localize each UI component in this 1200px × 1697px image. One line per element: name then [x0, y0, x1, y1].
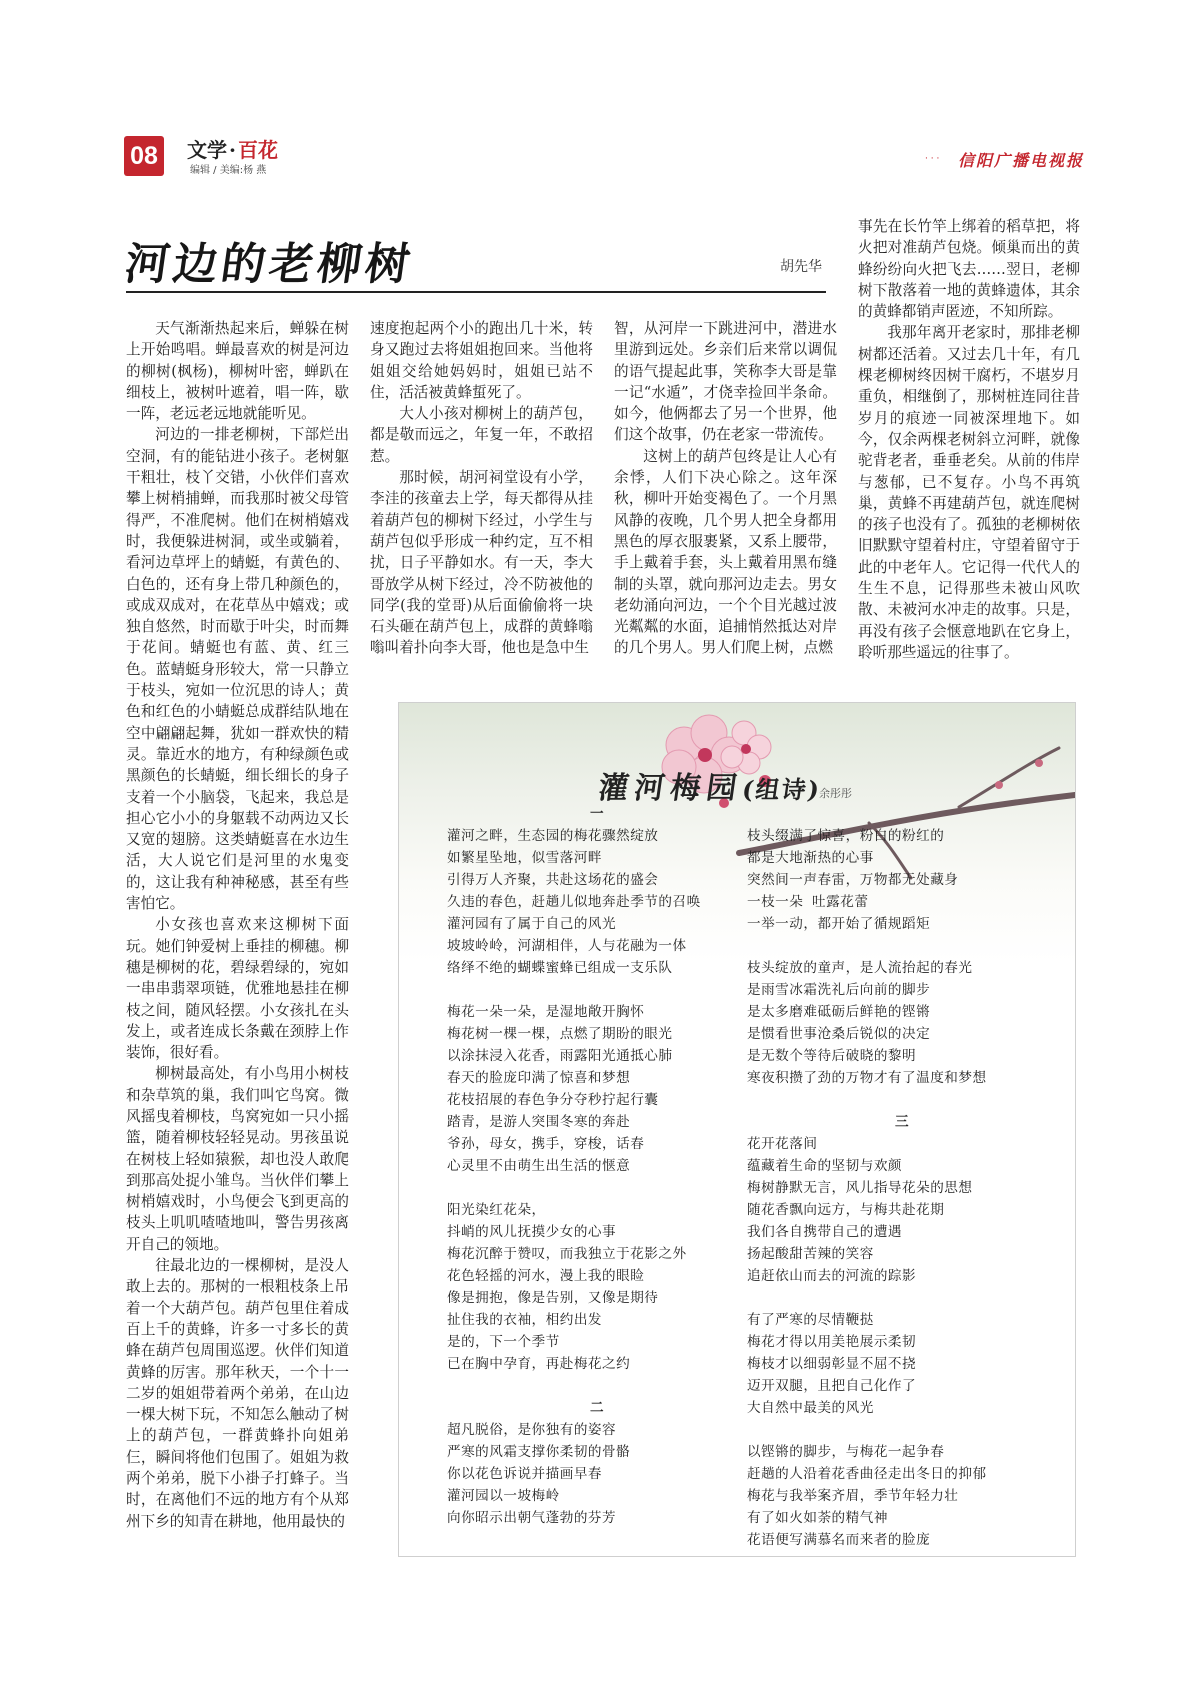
poem-line: 是无数个等待后破晓的黎明 [747, 1048, 917, 1064]
poem-line: 大自然中最美的风光 [747, 1400, 874, 1416]
poem-line: 花开花落间 [747, 1136, 818, 1152]
poem-line: 梅枝才以细弱彰显不屈不挠 [747, 1356, 917, 1372]
poem-line: 抖峭的风儿抚摸少女的心事 [447, 1224, 617, 1240]
poem-line: 梅花沉醉于赞叹，而我独立于花影之外 [447, 1246, 687, 1262]
poem-line: 是雨雪冰霜洗礼后向前的脚步 [747, 982, 931, 998]
poem-line: 梅花才得以用美艳展示柔韧 [747, 1334, 917, 1350]
stanza-gap [747, 935, 1057, 957]
paper-name-dots: · · · [925, 154, 940, 164]
article-paragraph: 河边的一排老柳树，下部烂出空洞，有的能钻进小孩子。老树躯干粗壮，枝丫交错，小伙伴们喜欢攀上树梢捕蝉，而我那时被父母管得严，不准爬树。他们在树梢嬉戏时，我便躲进树洞，或坐或躺着，看河边草坪上的蜻蜓，有黄色的、白色的，还有身上带几种颜色的，或成双成对，在花草丛中嬉戏；或独自悠然，时而歇于叶尖，时而舞于花间。蜻蜓也有蓝、黄、红三色。蓝蜻蜓身形较大，常一只静立于枝头，宛如一位沉思的诗人；黄色和红色的小蜻蜓总成群结队地在空中翩翩起舞，犹如一群欢快的精灵。靠近水的地方，有种绿颜色或黑颜色的长蜻蜓，细长细长的身子支着一个小脑袋，飞起来，我总是担心它小小的身躯载不动两边又长又宽的翅膀。这类蜻蜓喜在水边生活，大人说它们是河里的水鬼变的，这让我有种神秘感，甚至有些害怕它。 [126, 426, 349, 913]
article-paragraph: 那时候，胡河祠堂设有小学，李洼的孩童去上学，每天都得从挂着葫芦包的柳树下经过，小学生与葫芦包似乎形成一种约定，互不相扰，日子平静如水。有一天，李大哥放学从树下经过，冷不防被他的同学(我的堂哥)从后面偷偷将一块石头砸在葫芦包上，成群的黄蜂嗡嗡叫着扑向李大哥，他也是急中生 [370, 469, 593, 657]
poem-column-left [447, 803, 747, 1529]
article-paragraph: 速度抱起两个小的跑出几十米，转身又跑过去将姐姐抱回来。当他将姐姐交给她妈妈时，姐姐已站不住，活活被黄蜂蜇死了。 [370, 320, 593, 401]
poem-line: 是太多磨难砥砺后鲜艳的铿锵 [747, 1004, 931, 1020]
poem-line: 灌河园有了属于自己的风光 [447, 916, 617, 932]
poem-line: 花语便写满慕名而来者的脸庞 [747, 1532, 931, 1548]
newspaper-name: 信阳广播电视报 [958, 151, 1085, 170]
poem-line: 花色轻摇的河水，漫上我的眼睑 [447, 1268, 645, 1284]
poem-line: 严寒的风霜支撑你柔韧的骨骼 [447, 1444, 631, 1460]
poem-line: 是惯看世事沧桑后锐似的决定 [747, 1026, 931, 1042]
stanza-gap [747, 1419, 1057, 1441]
article-column-3 [614, 318, 837, 659]
poem-line: 随花香飘向远方，与梅共赴花期 [747, 1202, 945, 1218]
article-column-4 [858, 216, 1080, 663]
poem-line: 引得万人齐聚，共赴这场花的盛会 [447, 872, 659, 888]
article-paragraph: 小女孩也喜欢来这柳树下面玩。她们钟爱树上垂挂的柳穗。柳穗是柳树的花，碧绿碧绿的，宛如一串串翡翠项链，优雅地悬挂在柳枝之间，随风轻摆。小女孩扎在头发上，或者连成长条戴在颈脖上作装饰，很好看。 [126, 916, 349, 1062]
poem-line: 如繁星坠地，似雪落河畔 [447, 850, 603, 866]
poem-line: 扬起酸甜苦辣的笑容 [747, 1246, 874, 1262]
poem-section-number: 三 [894, 1114, 910, 1130]
article-column-2 [370, 318, 593, 659]
poem-line: 迈开双腿，且把自己化作了 [747, 1378, 917, 1394]
poem-line: 扯住我的衣袖，相约出发 [447, 1312, 603, 1328]
poem-line: 踏青，是游人突围冬寒的奔赴 [447, 1114, 631, 1130]
article-paragraph: 我那年离开老家时，那排老柳树都还活着。又过去几十年，有几棵老柳树终因树干腐朽，不堪岁月重负，相继倒了，那树桩连同往昔岁月的痕迹一同被深埋地下。如今，仅余两棵老树斜立河畔，就像驼背老者，垂垂老矣。从前的伟岸与葱郁，已不复存。小鸟不再筑巢，黄蜂不再建葫芦包，就连爬树的孩子也没有了。孤独的老柳树依旧默默守望着村庄，守望着留守于此的中老年人。它记得一代代人的生生不息，记得那些未被山风吹散、未被河水冲走的故事。只是，再没有孩子会惬意地趴在它身上，聆听那些遥远的往事了。 [858, 324, 1080, 661]
article-column-1 [126, 318, 349, 1532]
poem-line: 梅树静默无言，风儿指导花朵的思想 [747, 1180, 973, 1196]
poem-line: 突然间一声春雷，万物都无处藏身 [747, 872, 959, 888]
poem-author: 余彤彤 [819, 787, 852, 800]
poem-title-text: 灌河梅园 [596, 771, 745, 806]
poem-line: 像是拥抱，像是告别，又像是期待 [447, 1290, 659, 1306]
stanza-gap [447, 1375, 747, 1397]
article-paragraph: 事先在长竹竿上绑着的稻草把，将火把对准葫芦包烧。倾巢而出的黄蜂纷纷向火把飞去……翌日，老柳树下散落着一地的黄蜂遗体，其余的黄蜂都销声匿迹，不知所踪。 [858, 218, 1080, 321]
poem-line: 已在胸中孕育，再赴梅花之约 [447, 1356, 631, 1372]
article-paragraph: 天气渐渐热起来后，蝉躲在树上开始鸣唱。蝉最喜欢的树是河边的柳树(枫杨)，柳树叶密，蝉趴在细枝上，被树叶遮着，唱一阵，歇一阵，老远老远地就能听见。 [126, 320, 349, 423]
poem-line: 有了严寒的尽情鞭挞 [747, 1312, 874, 1328]
article-paragraph: 往最北边的一棵柳树，是没人敢上去的。那树的一根粗枝条上吊着一个大葫芦包。葫芦包里住着成百上千的黄蜂，许多一寸多长的黄蜂在葫芦包周围巡逻。伙伴们知道黄蜂的厉害。那年秋天，一个十一二岁的姐姐带着两个弟弟，在山边一棵大树下玩，不知怎么触动了树上的葫芦包，一群黄蜂扑向姐弟仨，瞬间将他们包围了。姐姐为救两个弟弟，脱下小褂子打蜂子。当时，在离他们不远的地方有个从郑州下乡的知青在耕地，他用最快的 [126, 1257, 349, 1530]
article-paragraph: 这树上的葫芦包终是让人心有余悸，人们下决心除之。这年深秋，柳叶开始变褐色了。一个月黑风静的夜晚，几个男人把全身都用黑色的厚衣服裹紧，又系上腰带，手上戴着手套，头上戴着用黑布缝制的头罩，就向那河边走去。男女老幼涌向河边，一个个目光越过波光粼粼的水面，追捕悄然抵达对岸的几个男人。男人们爬上树，点燃 [614, 447, 837, 657]
poem-line: 寒夜积攒了劲的万物才有了温度和梦想 [747, 1070, 987, 1086]
section-title [187, 134, 278, 163]
page-number-badge: 08 [124, 136, 164, 176]
poem-line: 向你昭示出朝气蓬勃的芬芳 [447, 1510, 617, 1526]
poem-line: 以铿锵的脚步，与梅花一起争春 [747, 1444, 945, 1460]
editor-credit: 编辑 / 美编:杨 燕 [190, 165, 267, 176]
poem-line: 枝头缀满了惊喜，粉白的粉红的 [747, 828, 945, 844]
poem-line: 你以花色诉说并描画早春 [447, 1466, 603, 1482]
poem-subtitle: (组诗) [740, 775, 824, 804]
poem-line: 超凡脱俗，是你独有的姿容 [447, 1422, 617, 1438]
poem-line: 枝头绽放的童声，是人流抬起的春光 [747, 960, 973, 976]
poem-line: 都是大地渐热的心事 [747, 850, 874, 866]
poem-line: 久违的春色，赶趟儿似地奔赴季节的召唤 [447, 894, 701, 910]
poem-line: 花枝招展的春色争分夺秒拧起行囊 [447, 1092, 659, 1108]
poem-line: 赶趟的人沿着花香曲径走出冬日的抑郁 [747, 1466, 987, 1482]
section-title-left: 文学 [187, 138, 227, 162]
article-author: 胡先华 [780, 259, 822, 275]
poem-line: 络绎不绝的蝴蝶蜜蜂已组成一支乐队 [447, 960, 673, 976]
article-title: 河边的老柳树 [121, 239, 417, 290]
stanza-gap [747, 1287, 1057, 1309]
poem-line: 一举一动，都开始了循规蹈矩 [747, 916, 931, 932]
stanza-gap [747, 1089, 1057, 1111]
poem-line: 阳光染红花朵， [447, 1202, 546, 1218]
poem-column-right [747, 825, 1057, 1551]
poem-title [596, 763, 825, 807]
section-title-right: 百花 [237, 138, 278, 162]
section-title-separator: · [229, 138, 236, 162]
poem-line: 爷孙，母女，携手，穿梭，话春 [447, 1136, 645, 1152]
poem-line: 蕴藏着生命的坚韧与欢颜 [747, 1158, 903, 1174]
poem-line: 追赶依山而去的河流的踪影 [747, 1268, 917, 1284]
poem-line: 梅花树一棵一棵，点燃了期盼的眼光 [447, 1026, 673, 1042]
article-paragraph: 柳树最高处，有小鸟用小树枝和杂草筑的巢，我们叫它鸟窝。微风摇曳着柳枝，鸟窝宛如一只小摇篮，随着柳枝轻轻晃动。男孩虽说在树枝上轻如猿猴，却也没人敢爬到那高处捉小雏鸟。当伙伴们攀上树梢嬉戏时，小鸟便会飞到更高的枝头上叽叽喳喳地叫，警告男孩离开自己的领地。 [126, 1065, 349, 1253]
poem-box [398, 702, 1076, 1557]
poem-line: 灌河之畔，生态园的梅花骤然绽放 [447, 828, 659, 844]
poem-line: 灌河园以一坡梅岭 [447, 1488, 560, 1504]
article-paragraph: 大人小孩对柳树上的葫芦包，都是敬而远之，年复一年，不敢招惹。 [370, 405, 593, 465]
poem-line: 春天的脸庞印满了惊喜和梦想 [447, 1070, 631, 1086]
poem-section-number: 一 [589, 806, 605, 822]
poem-line: 一枝一朵 吐露花蕾 [747, 894, 869, 910]
title-divider [126, 291, 826, 293]
poem-line: 有了如火如荼的精气神 [747, 1510, 888, 1526]
stanza-gap [447, 979, 747, 1001]
poem-line: 坡坡岭岭，河湖相伴，人与花融为一体 [447, 938, 687, 954]
poem-section-number: 二 [589, 1400, 605, 1416]
article-paragraph: 智，从河岸一下跳进河中，潜进水里游到远处。乡亲们后来常以调侃的语气提起此事，笑称李大哥是靠一记“水遁”，才侥幸捡回半条命。如今，他俩都去了另一个世界，他们这个故事，仍在老家一带流传。 [614, 320, 837, 444]
poem-line: 我们各自携带自己的遭遇 [747, 1224, 903, 1240]
poem-line: 梅花与我举案齐眉，季节年轻力壮 [747, 1488, 959, 1504]
poem-line: 是的，下一个季节 [447, 1334, 560, 1350]
poem-line: 梅花一朵一朵，是湿地敞开胸怀 [447, 1004, 645, 1020]
poem-line: 心灵里不由萌生出生活的惬意 [447, 1158, 631, 1174]
stanza-gap [447, 1177, 747, 1199]
poem-line: 以涂抹浸入花香，雨露阳光通抵心肺 [447, 1048, 673, 1064]
